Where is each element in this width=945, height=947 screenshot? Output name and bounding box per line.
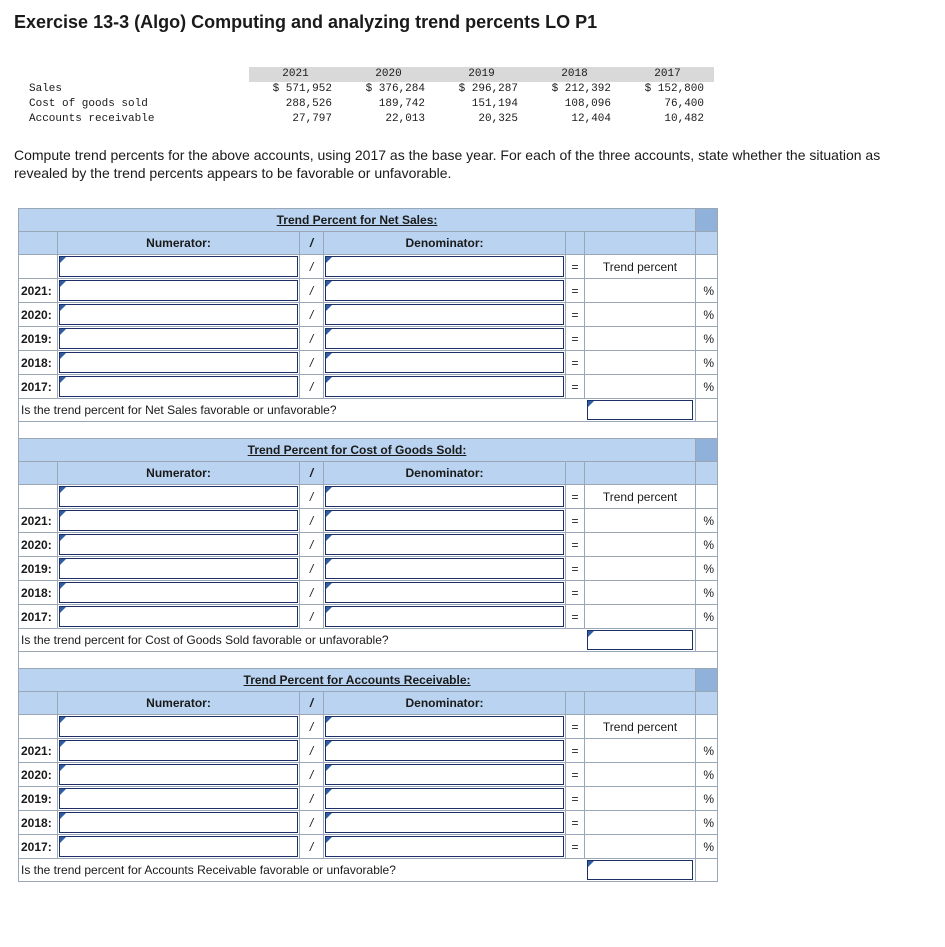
question-row xyxy=(19,629,718,652)
year-label: 2020: xyxy=(19,303,58,327)
value-cell: 12,404 xyxy=(571,113,611,125)
year-label: 2019: xyxy=(19,327,58,351)
percent-sign: % xyxy=(696,303,718,327)
numerator-input[interactable] xyxy=(59,788,298,809)
denominator-input[interactable] xyxy=(325,328,564,349)
denominator-formula-input[interactable] xyxy=(325,716,564,737)
trend-percent-result xyxy=(585,811,696,835)
percent-sign: % xyxy=(696,351,718,375)
worksheet-caption: Trend Percent for Accounts Receivable: xyxy=(243,673,471,687)
numerator-input[interactable] xyxy=(59,328,298,349)
equals-sign: = xyxy=(566,533,585,557)
year-label: 2021: xyxy=(19,279,58,303)
divide-symbol: / xyxy=(300,715,324,739)
percent-sign: % xyxy=(696,509,718,533)
divide-symbol: / xyxy=(300,327,324,351)
year-row xyxy=(19,279,718,303)
question-row xyxy=(19,399,718,422)
favorability-dropdown[interactable] xyxy=(587,400,694,420)
numerator-header: Numerator: xyxy=(58,232,300,255)
numerator-input[interactable] xyxy=(59,534,298,555)
numerator-input[interactable] xyxy=(59,812,298,833)
percent-sign: % xyxy=(696,739,718,763)
year-header: 2021 xyxy=(249,67,342,82)
value-cell: 10,482 xyxy=(664,113,704,125)
worksheet-caption: Trend Percent for Net Sales: xyxy=(276,213,438,227)
equals-sign: = xyxy=(566,375,585,399)
favorability-dropdown[interactable] xyxy=(587,860,694,880)
numerator-input[interactable] xyxy=(59,582,298,603)
denominator-input[interactable] xyxy=(325,304,564,325)
percent-sign: % xyxy=(696,835,718,859)
numerator-input[interactable] xyxy=(59,606,298,627)
divide-symbol: / xyxy=(300,557,324,581)
year-label: 2018: xyxy=(19,811,58,835)
divide-symbol: / xyxy=(300,787,324,811)
trend-percent-result xyxy=(585,303,696,327)
trend-percent-result xyxy=(585,533,696,557)
favorability-question: Is the trend percent for Net Sales favorable or unfavorable? xyxy=(19,399,585,422)
worksheet-net-sales xyxy=(18,208,718,443)
year-label: 2020: xyxy=(19,763,58,787)
numerator-input[interactable] xyxy=(59,280,298,301)
value-cell: $ 571,952 xyxy=(272,83,332,95)
equals-sign: = xyxy=(566,303,585,327)
question-row xyxy=(19,859,718,882)
divide-symbol: / xyxy=(300,692,324,715)
trend-percent-result xyxy=(585,557,696,581)
value-cell: $ 296,287 xyxy=(458,83,518,95)
percent-sign: % xyxy=(696,787,718,811)
row-label: Cost of goods sold xyxy=(29,98,148,110)
year-row xyxy=(19,375,718,399)
denominator-header: Denominator: xyxy=(324,692,566,715)
year-label: 2019: xyxy=(19,557,58,581)
equals-sign: = xyxy=(566,763,585,787)
divide-symbol: / xyxy=(300,255,324,279)
denominator-input[interactable] xyxy=(325,352,564,373)
divide-symbol: / xyxy=(300,811,324,835)
divide-symbol: / xyxy=(300,763,324,787)
instructions-text: Compute trend percents for the above accounts, using 2017 as the base year. For each of the three accounts, state whether the situation as revealed by the trend percents appears to be favorable or unfavorable. xyxy=(14,147,881,181)
equals-sign: = xyxy=(566,581,585,605)
divide-symbol: / xyxy=(300,279,324,303)
denominator-input[interactable] xyxy=(325,582,564,603)
numerator-header: Numerator: xyxy=(58,462,300,485)
numerator-formula-input[interactable] xyxy=(59,716,298,737)
year-label: 2018: xyxy=(19,351,58,375)
percent-sign: % xyxy=(696,605,718,629)
trend-percent-result xyxy=(585,279,696,303)
row-label: Accounts receivable xyxy=(29,113,155,125)
numerator-input[interactable] xyxy=(59,740,298,761)
numerator-header: Numerator: xyxy=(58,692,300,715)
denominator-input[interactable] xyxy=(325,558,564,579)
divide-symbol: / xyxy=(300,485,324,509)
numerator-input[interactable] xyxy=(59,558,298,579)
value-cell: 108,096 xyxy=(564,98,611,110)
trend-percent-result xyxy=(585,739,696,763)
year-row xyxy=(19,581,718,605)
formula-row xyxy=(19,485,718,509)
favorability-question: Is the trend percent for Cost of Goods Sold favorable or unfavorable? xyxy=(19,629,585,652)
account-data-table xyxy=(14,67,714,127)
year-label: 2018: xyxy=(19,581,58,605)
numerator-input[interactable] xyxy=(59,376,298,397)
equals-sign: = xyxy=(566,835,585,859)
trend-percent-label: Trend percent xyxy=(585,715,696,739)
year-row xyxy=(19,327,718,351)
percent-sign: % xyxy=(696,327,718,351)
equals-sign: = xyxy=(566,351,585,375)
divide-symbol: / xyxy=(300,462,324,485)
denominator-header: Denominator: xyxy=(324,232,566,255)
equals-sign: = xyxy=(566,279,585,303)
year-label: 2017: xyxy=(19,375,58,399)
numerator-input[interactable] xyxy=(59,836,298,857)
divide-symbol: / xyxy=(300,303,324,327)
divide-symbol: / xyxy=(300,605,324,629)
divide-symbol: / xyxy=(300,835,324,859)
equals-sign: = xyxy=(566,739,585,763)
value-cell: $ 152,800 xyxy=(644,83,704,95)
percent-sign: % xyxy=(696,811,718,835)
year-header-row xyxy=(14,67,714,82)
column-header-row xyxy=(19,232,718,255)
denominator-input[interactable] xyxy=(325,788,564,809)
denominator-input[interactable] xyxy=(325,510,564,531)
value-cell: 189,742 xyxy=(378,98,425,110)
percent-sign: % xyxy=(696,533,718,557)
equals-sign: = xyxy=(566,787,585,811)
denominator-formula-input[interactable] xyxy=(325,486,564,507)
denominator-input[interactable] xyxy=(325,606,564,627)
year-row xyxy=(19,787,718,811)
year-row xyxy=(19,811,718,835)
denominator-input[interactable] xyxy=(325,812,564,833)
equals-sign: = xyxy=(566,811,585,835)
value-cell: 22,013 xyxy=(385,113,425,125)
row-label: Sales xyxy=(29,83,63,95)
divide-symbol: / xyxy=(300,581,324,605)
value-cell: $ 212,392 xyxy=(551,83,611,95)
favorability-dropdown[interactable] xyxy=(587,630,694,650)
worksheet-cogs xyxy=(18,438,718,673)
numerator-input[interactable] xyxy=(59,352,298,373)
equals-sign: = xyxy=(566,327,585,351)
trend-percent-result xyxy=(585,351,696,375)
year-label: 2020: xyxy=(19,533,58,557)
value-cell: 76,400 xyxy=(664,98,704,110)
year-header: 2020 xyxy=(342,67,435,82)
sales-row xyxy=(14,82,714,97)
worksheet-accounts-receivable xyxy=(18,668,718,882)
equals-sign: = xyxy=(566,509,585,533)
year-header: 2019 xyxy=(435,67,528,82)
year-header: 2017 xyxy=(621,67,714,82)
year-header: 2018 xyxy=(528,67,621,82)
value-cell: 20,325 xyxy=(478,113,518,125)
value-cell: 27,797 xyxy=(292,113,332,125)
trend-percent-result xyxy=(585,787,696,811)
caption-row xyxy=(19,669,718,692)
numerator-input[interactable] xyxy=(59,304,298,325)
caption-row xyxy=(19,209,718,232)
trend-percent-result xyxy=(585,509,696,533)
equals-sign: = xyxy=(566,715,585,739)
numerator-input[interactable] xyxy=(59,510,298,531)
year-row xyxy=(19,557,718,581)
percent-sign: % xyxy=(696,375,718,399)
divide-symbol: / xyxy=(300,375,324,399)
year-label: 2019: xyxy=(19,787,58,811)
numerator-formula-input[interactable] xyxy=(59,256,298,277)
denominator-input[interactable] xyxy=(325,764,564,785)
formula-row xyxy=(19,715,718,739)
trend-percent-label: Trend percent xyxy=(585,255,696,279)
denominator-formula-input[interactable] xyxy=(325,256,564,277)
denominator-input[interactable] xyxy=(325,534,564,555)
divide-symbol: / xyxy=(300,533,324,557)
denominator-input[interactable] xyxy=(325,280,564,301)
divide-symbol: / xyxy=(300,739,324,763)
year-row xyxy=(19,739,718,763)
favorability-question: Is the trend percent for Accounts Receivable favorable or unfavorable? xyxy=(19,859,585,882)
worksheet-caption: Trend Percent for Cost of Goods Sold: xyxy=(247,443,467,457)
equals-sign: = xyxy=(566,485,585,509)
year-row xyxy=(19,351,718,375)
equals-sign: = xyxy=(566,557,585,581)
trend-percent-result xyxy=(585,835,696,859)
percent-sign: % xyxy=(696,581,718,605)
trend-percent-label: Trend percent xyxy=(585,485,696,509)
trend-percent-result xyxy=(585,327,696,351)
divide-symbol: / xyxy=(300,232,324,255)
denominator-header: Denominator: xyxy=(324,462,566,485)
year-row xyxy=(19,763,718,787)
year-label: 2017: xyxy=(19,605,58,629)
numerator-input[interactable] xyxy=(59,764,298,785)
formula-row xyxy=(19,255,718,279)
numerator-formula-input[interactable] xyxy=(59,486,298,507)
trend-percent-result xyxy=(585,581,696,605)
value-cell: 151,194 xyxy=(471,98,518,110)
year-row xyxy=(19,835,718,859)
cogs-row xyxy=(14,97,714,112)
equals-sign: = xyxy=(566,605,585,629)
year-label: 2021: xyxy=(19,509,58,533)
column-header-row xyxy=(19,462,718,485)
column-header-row xyxy=(19,692,718,715)
percent-sign: % xyxy=(696,279,718,303)
year-row xyxy=(19,509,718,533)
caption-row xyxy=(19,439,718,462)
year-row xyxy=(19,605,718,629)
divide-symbol: / xyxy=(300,351,324,375)
year-row xyxy=(19,533,718,557)
trend-percent-result xyxy=(585,375,696,399)
accounts-receivable-row xyxy=(14,112,714,127)
year-label: 2017: xyxy=(19,835,58,859)
denominator-input[interactable] xyxy=(325,836,564,857)
denominator-input[interactable] xyxy=(325,740,564,761)
percent-sign: % xyxy=(696,763,718,787)
trend-percent-result xyxy=(585,605,696,629)
denominator-input[interactable] xyxy=(325,376,564,397)
corner-cell xyxy=(14,67,249,82)
year-label: 2021: xyxy=(19,739,58,763)
page-title: Exercise 13-3 (Algo) Computing and analyzing trend percents LO P1 xyxy=(14,12,598,32)
value-cell: 288,526 xyxy=(285,98,332,110)
percent-sign: % xyxy=(696,557,718,581)
year-row xyxy=(19,303,718,327)
value-cell: $ 376,284 xyxy=(365,83,425,95)
divide-symbol: / xyxy=(300,509,324,533)
equals-sign: = xyxy=(566,255,585,279)
trend-percent-result xyxy=(585,763,696,787)
